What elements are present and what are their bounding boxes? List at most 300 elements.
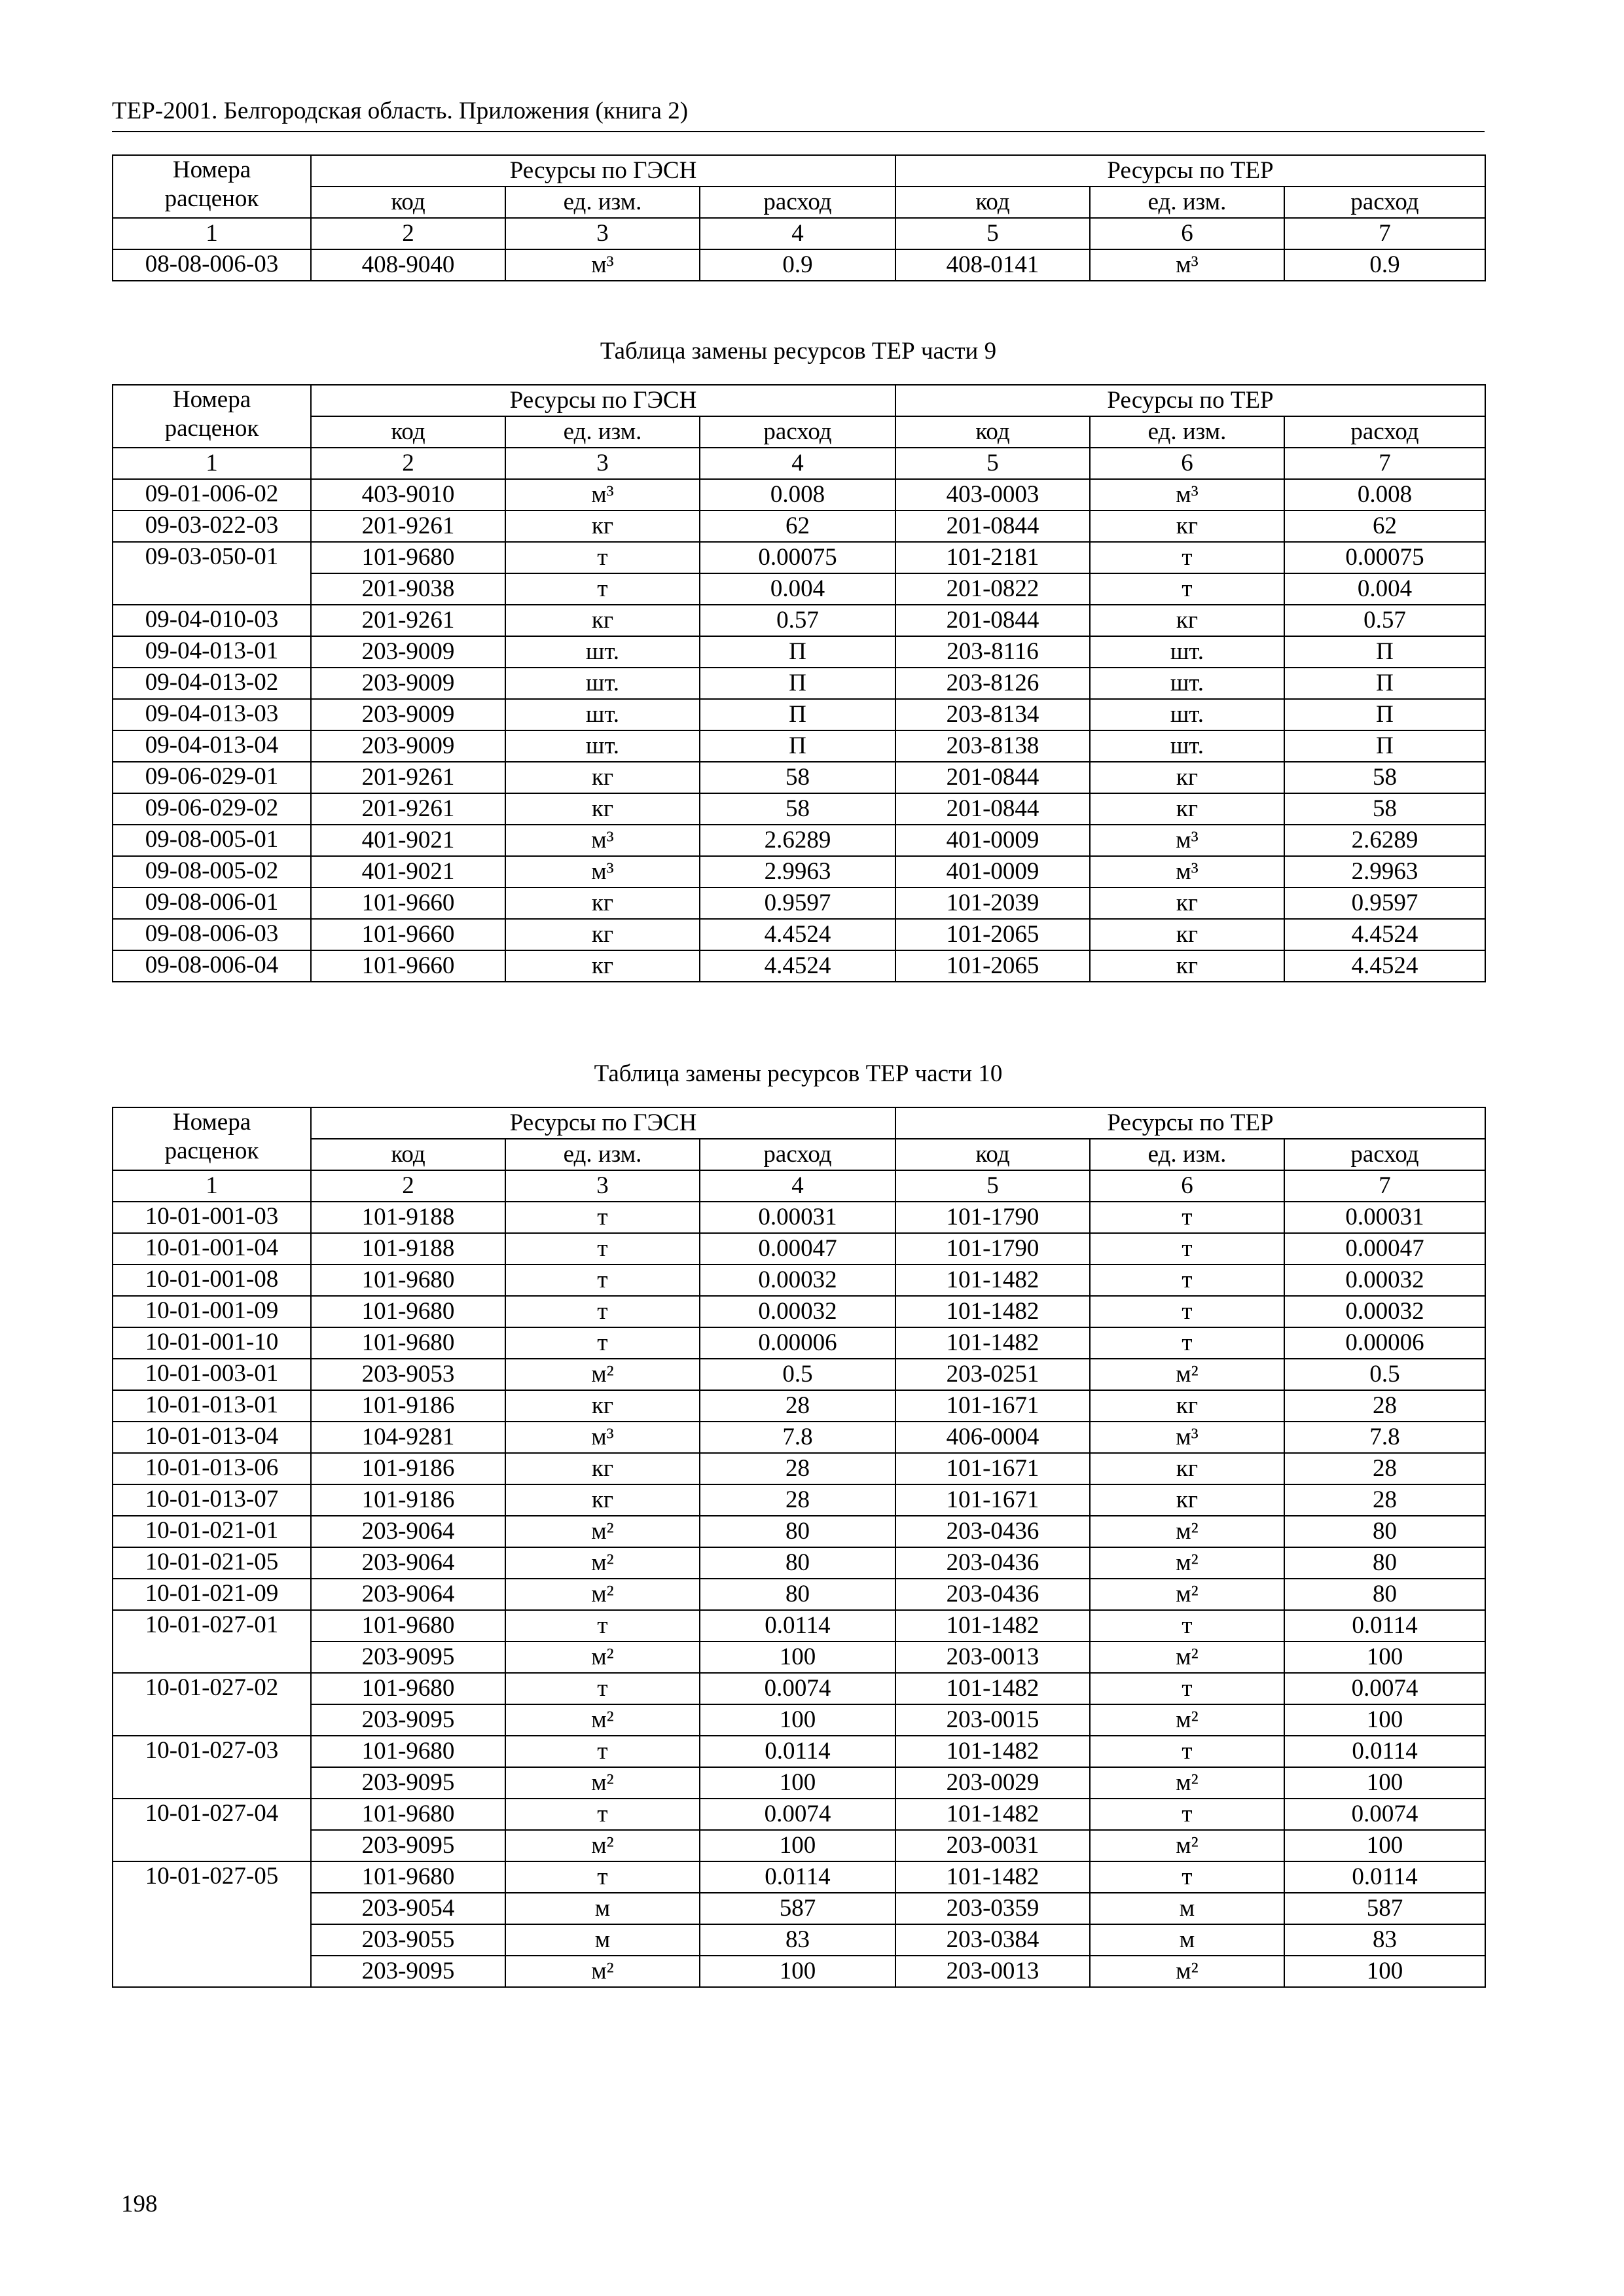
ter-code: 203-0013	[895, 1641, 1090, 1673]
ter-unit: т	[1090, 1799, 1284, 1830]
gesn-code: 401-9021	[311, 825, 505, 856]
ter-unit: т	[1090, 573, 1284, 605]
gesn-qty: 0.00031	[700, 1202, 895, 1233]
table-row	[113, 699, 1485, 730]
col-index: 1	[113, 218, 311, 249]
ter-unit: м²	[1090, 1516, 1284, 1547]
ter-unit: кг	[1090, 605, 1284, 636]
ter-unit: кг	[1090, 888, 1284, 919]
ter-code: 203-8126	[895, 668, 1090, 699]
gesn-qty: 0.5	[700, 1359, 895, 1390]
table-row	[113, 888, 1485, 919]
ter-code: 101-1671	[895, 1453, 1090, 1484]
gesn-code: 101-9680	[311, 1327, 505, 1359]
ter-code: 101-1482	[895, 1296, 1090, 1327]
gesn-unit: шт.	[505, 636, 700, 668]
table-row	[113, 1233, 1485, 1265]
table-row	[113, 825, 1485, 856]
ter-code: 203-8138	[895, 730, 1090, 762]
ter-qty: 80	[1284, 1547, 1485, 1579]
ter-code: 101-2065	[895, 919, 1090, 950]
gesn-unit: кг	[505, 605, 700, 636]
table-row	[113, 668, 1485, 699]
gesn-code: 101-9660	[311, 919, 505, 950]
col-header-number-line2: расценок	[164, 415, 259, 442]
ter-code: 201-0844	[895, 605, 1090, 636]
gesn-code: 203-9064	[311, 1579, 505, 1610]
col-index: 3	[505, 448, 700, 479]
ter-code: 401-0009	[895, 856, 1090, 888]
ter-code: 101-1482	[895, 1736, 1090, 1767]
ter-qty: П	[1284, 699, 1485, 730]
ter-code: 101-2065	[895, 950, 1090, 982]
gesn-unit: кг	[505, 762, 700, 793]
col-index: 5	[895, 1170, 1090, 1202]
ter-code: 203-0031	[895, 1830, 1090, 1861]
rate-number: 10-01-027-02	[113, 1673, 311, 1736]
col-header-number-line1: Номера	[172, 386, 251, 413]
ter-qty: 0.0114	[1284, 1861, 1485, 1893]
ter-unit: т	[1090, 1610, 1284, 1641]
table-row	[113, 1799, 1485, 1830]
gesn-code: 201-9261	[311, 762, 505, 793]
gesn-unit: кг	[505, 1390, 700, 1422]
gesn-code: 104-9281	[311, 1422, 505, 1453]
header-row	[113, 155, 1485, 187]
ter-qty: 2.6289	[1284, 825, 1485, 856]
ter-code: 203-0251	[895, 1359, 1090, 1390]
rate-number: 10-01-027-03	[113, 1736, 311, 1799]
table-row	[113, 1484, 1485, 1516]
gesn-unit: т	[505, 1799, 700, 1830]
ter-code: 203-0436	[895, 1516, 1090, 1547]
gesn-code: 203-9009	[311, 699, 505, 730]
gesn-code: 203-9095	[311, 1956, 505, 1987]
col-header-number	[113, 385, 311, 448]
gesn-code: 101-9660	[311, 950, 505, 982]
col-header-number	[113, 1107, 311, 1170]
gesn-code: 101-9660	[311, 888, 505, 919]
gesn-qty: П	[700, 668, 895, 699]
gesn-qty: П	[700, 636, 895, 668]
col-header-number	[113, 155, 311, 218]
gesn-unit: кг	[505, 511, 700, 542]
gesn-unit: шт.	[505, 668, 700, 699]
ter-qty: 0.0114	[1284, 1736, 1485, 1767]
gesn-unit: т	[505, 1202, 700, 1233]
rate-number: 10-01-001-04	[113, 1233, 311, 1265]
gesn-qty: 58	[700, 793, 895, 825]
gesn-unit: м²	[505, 1547, 700, 1579]
header-row	[113, 1107, 1485, 1139]
table-caption-part-9: Таблица замены ресурсов ТЕР части 9	[600, 338, 997, 365]
ter-unit: м²	[1090, 1641, 1284, 1673]
rate-number: 09-03-050-01	[113, 542, 311, 605]
ter-qty: 7.8	[1284, 1422, 1485, 1453]
ter-code: 203-0436	[895, 1579, 1090, 1610]
col-header-number-line1: Номера	[172, 156, 251, 183]
gesn-code: 203-9053	[311, 1359, 505, 1390]
rate-number: 10-01-013-07	[113, 1484, 311, 1516]
ter-unit: кг	[1090, 793, 1284, 825]
gesn-qty: 100	[700, 1641, 895, 1673]
col-header-qty: расход	[700, 187, 895, 218]
gesn-unit: кг	[505, 919, 700, 950]
gesn-unit: т	[505, 1736, 700, 1767]
ter-qty: 28	[1284, 1390, 1485, 1422]
ter-qty: 4.4524	[1284, 950, 1485, 982]
header-rule	[112, 131, 1485, 132]
col-header-unit: ед. изм.	[1090, 1139, 1284, 1170]
ter-qty: 28	[1284, 1453, 1485, 1484]
ter-unit: т	[1090, 1673, 1284, 1704]
table-row	[113, 605, 1485, 636]
gesn-qty: 4.4524	[700, 919, 895, 950]
ter-code: 101-1482	[895, 1861, 1090, 1893]
gesn-unit: м²	[505, 1579, 700, 1610]
ter-unit: кг	[1090, 919, 1284, 950]
col-index: 5	[895, 448, 1090, 479]
gesn-qty: 0.00006	[700, 1327, 895, 1359]
ter-unit: м³	[1090, 249, 1284, 281]
col-index: 2	[311, 1170, 505, 1202]
gesn-qty: 0.00075	[700, 542, 895, 573]
ter-unit: кг	[1090, 1390, 1284, 1422]
ter-unit: м³	[1090, 856, 1284, 888]
gesn-unit: м²	[505, 1516, 700, 1547]
col-index: 4	[700, 218, 895, 249]
gesn-code: 408-9040	[311, 249, 505, 281]
gesn-qty: 0.9597	[700, 888, 895, 919]
rate-number: 10-01-021-05	[113, 1547, 311, 1579]
ter-code: 101-1482	[895, 1327, 1090, 1359]
gesn-unit: кг	[505, 793, 700, 825]
rate-number: 09-06-029-01	[113, 762, 311, 793]
col-header-code: код	[311, 187, 505, 218]
ter-unit: м³	[1090, 1422, 1284, 1453]
gesn-qty: 28	[700, 1453, 895, 1484]
gesn-code: 203-9095	[311, 1830, 505, 1861]
ter-code: 408-0141	[895, 249, 1090, 281]
table-row	[113, 479, 1485, 511]
col-index: 7	[1284, 448, 1485, 479]
gesn-code: 203-9009	[311, 730, 505, 762]
col-header-unit: ед. изм.	[505, 187, 700, 218]
gesn-code: 101-9680	[311, 1296, 505, 1327]
rate-number: 10-01-001-09	[113, 1296, 311, 1327]
ter-unit: т	[1090, 1736, 1284, 1767]
resource-table-part-9	[112, 384, 1486, 982]
gesn-unit: кг	[505, 1484, 700, 1516]
ter-qty: П	[1284, 636, 1485, 668]
table-row	[113, 249, 1485, 281]
index-row	[113, 218, 1485, 249]
ter-code: 203-0359	[895, 1893, 1090, 1924]
gesn-qty: 587	[700, 1893, 895, 1924]
col-header-unit: ед. изм.	[1090, 416, 1284, 448]
ter-unit: м³	[1090, 825, 1284, 856]
gesn-unit: т	[505, 1296, 700, 1327]
rate-number: 09-08-006-01	[113, 888, 311, 919]
ter-qty: 0.00047	[1284, 1233, 1485, 1265]
ter-unit: кг	[1090, 762, 1284, 793]
gesn-unit: м³	[505, 1422, 700, 1453]
gesn-unit: м²	[505, 1704, 700, 1736]
gesn-qty: 0.0114	[700, 1861, 895, 1893]
table-row	[113, 1359, 1485, 1390]
subheader-row	[113, 1139, 1485, 1170]
ter-unit: м²	[1090, 1704, 1284, 1736]
col-header-unit: ед. изм.	[505, 1139, 700, 1170]
col-header-ter: Ресурсы по ТЕР	[895, 155, 1485, 187]
ter-qty: 0.5	[1284, 1359, 1485, 1390]
ter-unit: т	[1090, 1233, 1284, 1265]
ter-code: 403-0003	[895, 479, 1090, 511]
gesn-unit: т	[505, 1233, 700, 1265]
gesn-code: 401-9021	[311, 856, 505, 888]
ter-code: 201-0822	[895, 573, 1090, 605]
ter-qty: 100	[1284, 1830, 1485, 1861]
gesn-qty: 100	[700, 1704, 895, 1736]
ter-code: 101-1482	[895, 1610, 1090, 1641]
rate-number: 09-08-005-01	[113, 825, 311, 856]
rate-number: 08-08-006-03	[113, 249, 311, 281]
gesn-qty: 0.9	[700, 249, 895, 281]
table-row	[113, 1390, 1485, 1422]
gesn-unit: т	[505, 1673, 700, 1704]
ter-unit: м³	[1090, 479, 1284, 511]
table-row	[113, 542, 1485, 573]
gesn-code: 101-9680	[311, 1673, 505, 1704]
ter-qty: 0.004	[1284, 573, 1485, 605]
ter-qty: 0.00032	[1284, 1265, 1485, 1296]
rate-number: 10-01-027-04	[113, 1799, 311, 1861]
col-header-unit: ед. изм.	[1090, 187, 1284, 218]
col-index: 4	[700, 448, 895, 479]
rate-number: 10-01-013-06	[113, 1453, 311, 1484]
gesn-qty: 0.0114	[700, 1736, 895, 1767]
gesn-qty: 100	[700, 1830, 895, 1861]
ter-qty: 587	[1284, 1893, 1485, 1924]
gesn-unit: т	[505, 1265, 700, 1296]
ter-unit: т	[1090, 542, 1284, 573]
rate-number: 09-04-010-03	[113, 605, 311, 636]
ter-unit: м²	[1090, 1579, 1284, 1610]
table-row	[113, 1736, 1485, 1767]
ter-qty: 0.0074	[1284, 1673, 1485, 1704]
ter-code: 406-0004	[895, 1422, 1090, 1453]
resource-table-part-10	[112, 1107, 1486, 1988]
gesn-qty: 2.6289	[700, 825, 895, 856]
gesn-unit: кг	[505, 950, 700, 982]
col-index: 1	[113, 448, 311, 479]
ter-code: 203-0029	[895, 1767, 1090, 1799]
gesn-qty: 0.0114	[700, 1610, 895, 1641]
col-header-gesn: Ресурсы по ГЭСН	[311, 155, 895, 187]
table-row	[113, 1641, 1485, 1673]
col-header-number-line2: расценок	[164, 185, 259, 212]
rate-number: 09-08-005-02	[113, 856, 311, 888]
rate-number: 10-01-001-03	[113, 1202, 311, 1233]
ter-code: 203-0436	[895, 1547, 1090, 1579]
gesn-qty: 100	[700, 1956, 895, 1987]
ter-qty: 62	[1284, 511, 1485, 542]
ter-unit: т	[1090, 1861, 1284, 1893]
ter-qty: 80	[1284, 1579, 1485, 1610]
rate-number: 10-01-001-10	[113, 1327, 311, 1359]
gesn-code: 201-9261	[311, 605, 505, 636]
table-row	[113, 762, 1485, 793]
gesn-code: 101-9680	[311, 1799, 505, 1830]
ter-unit: кг	[1090, 1484, 1284, 1516]
col-header-qty: расход	[1284, 416, 1485, 448]
ter-code: 101-1790	[895, 1233, 1090, 1265]
gesn-qty: 80	[700, 1516, 895, 1547]
ter-qty: 58	[1284, 793, 1485, 825]
ter-qty: 83	[1284, 1924, 1485, 1956]
ter-qty: 100	[1284, 1704, 1485, 1736]
ter-unit: кг	[1090, 950, 1284, 982]
gesn-unit: м²	[505, 1641, 700, 1673]
rate-number: 10-01-013-01	[113, 1390, 311, 1422]
table-row	[113, 1830, 1485, 1861]
gesn-code: 203-9095	[311, 1704, 505, 1736]
col-header-qty: расход	[1284, 187, 1485, 218]
rate-number: 10-01-021-01	[113, 1516, 311, 1547]
ter-unit: кг	[1090, 1453, 1284, 1484]
gesn-code: 101-9188	[311, 1233, 505, 1265]
ter-unit: м	[1090, 1924, 1284, 1956]
gesn-qty: 0.0074	[700, 1799, 895, 1830]
col-index: 6	[1090, 218, 1284, 249]
gesn-unit: кг	[505, 1453, 700, 1484]
rate-number: 09-01-006-02	[113, 479, 311, 511]
ter-code: 203-0013	[895, 1956, 1090, 1987]
ter-unit: кг	[1090, 511, 1284, 542]
gesn-unit: м	[505, 1893, 700, 1924]
rate-number: 09-08-006-03	[113, 919, 311, 950]
gesn-code: 403-9010	[311, 479, 505, 511]
rate-number: 10-01-001-08	[113, 1265, 311, 1296]
col-index: 3	[505, 218, 700, 249]
page-header: ТЕР-2001. Белгородская область. Приложения (книга 2)	[112, 98, 689, 124]
rate-number: 09-04-013-03	[113, 699, 311, 730]
col-header-gesn: Ресурсы по ГЭСН	[311, 385, 895, 416]
gesn-unit: м²	[505, 1359, 700, 1390]
ter-unit: т	[1090, 1265, 1284, 1296]
page-number: 198	[121, 2191, 158, 2217]
ter-code: 101-1671	[895, 1390, 1090, 1422]
rate-number: 10-01-021-09	[113, 1579, 311, 1610]
rate-number: 09-04-013-02	[113, 668, 311, 699]
ter-code: 101-1482	[895, 1265, 1090, 1296]
col-header-ter: Ресурсы по ТЕР	[895, 385, 1485, 416]
rate-number: 09-03-022-03	[113, 511, 311, 542]
gesn-qty: 28	[700, 1390, 895, 1422]
gesn-qty: 0.008	[700, 479, 895, 511]
table-row	[113, 950, 1485, 982]
gesn-code: 203-9055	[311, 1924, 505, 1956]
ter-unit: м²	[1090, 1359, 1284, 1390]
gesn-code: 101-9186	[311, 1453, 505, 1484]
ter-qty: 0.00031	[1284, 1202, 1485, 1233]
table-caption-part-10: Таблица замены ресурсов ТЕР части 10	[594, 1060, 1003, 1087]
gesn-unit: м³	[505, 249, 700, 281]
gesn-qty: 28	[700, 1484, 895, 1516]
ter-unit: т	[1090, 1296, 1284, 1327]
index-row	[113, 1170, 1485, 1202]
ter-qty: П	[1284, 730, 1485, 762]
table-row	[113, 1296, 1485, 1327]
gesn-qty: 80	[700, 1547, 895, 1579]
gesn-code: 101-9186	[311, 1484, 505, 1516]
ter-code: 101-1482	[895, 1799, 1090, 1830]
col-header-ter: Ресурсы по ТЕР	[895, 1107, 1485, 1139]
col-header-gesn: Ресурсы по ГЭСН	[311, 1107, 895, 1139]
gesn-qty: 0.00032	[700, 1265, 895, 1296]
col-header-code: код	[895, 416, 1090, 448]
col-header-qty: расход	[700, 416, 895, 448]
gesn-unit: т	[505, 1610, 700, 1641]
table-row	[113, 1453, 1485, 1484]
table-row	[113, 1265, 1485, 1296]
ter-code: 203-8116	[895, 636, 1090, 668]
ter-code: 203-0384	[895, 1924, 1090, 1956]
gesn-code: 203-9095	[311, 1641, 505, 1673]
gesn-code: 203-9054	[311, 1893, 505, 1924]
ter-code: 401-0009	[895, 825, 1090, 856]
gesn-unit: т	[505, 1861, 700, 1893]
header-row	[113, 385, 1485, 416]
table-row	[113, 573, 1485, 605]
ter-unit: шт.	[1090, 699, 1284, 730]
rate-number: 09-04-013-01	[113, 636, 311, 668]
gesn-code: 101-9680	[311, 542, 505, 573]
gesn-qty: 0.0074	[700, 1673, 895, 1704]
col-header-number-line1: Номера	[172, 1109, 251, 1136]
ter-qty: 0.9	[1284, 249, 1485, 281]
subheader-row	[113, 416, 1485, 448]
gesn-unit: шт.	[505, 699, 700, 730]
gesn-qty: 83	[700, 1924, 895, 1956]
gesn-unit: м²	[505, 1956, 700, 1987]
col-index: 7	[1284, 218, 1485, 249]
ter-qty: 2.9963	[1284, 856, 1485, 888]
resource-table-part-8	[112, 154, 1486, 281]
ter-qty: 0.9597	[1284, 888, 1485, 919]
ter-unit: м²	[1090, 1830, 1284, 1861]
table-row	[113, 730, 1485, 762]
ter-qty: 58	[1284, 762, 1485, 793]
rate-number: 09-04-013-04	[113, 730, 311, 762]
ter-unit: т	[1090, 1202, 1284, 1233]
ter-unit: м²	[1090, 1956, 1284, 1987]
table-row	[113, 1516, 1485, 1547]
subheader-row	[113, 187, 1485, 218]
ter-qty: 0.0074	[1284, 1799, 1485, 1830]
gesn-qty: 0.00032	[700, 1296, 895, 1327]
ter-code: 201-0844	[895, 793, 1090, 825]
ter-qty: П	[1284, 668, 1485, 699]
gesn-code: 101-9680	[311, 1610, 505, 1641]
col-header-code: код	[311, 1139, 505, 1170]
table-row	[113, 1861, 1485, 1893]
gesn-code: 101-9680	[311, 1736, 505, 1767]
col-header-qty: расход	[700, 1139, 895, 1170]
table-row	[113, 1610, 1485, 1641]
ter-unit: м²	[1090, 1767, 1284, 1799]
rate-number: 09-06-029-02	[113, 793, 311, 825]
